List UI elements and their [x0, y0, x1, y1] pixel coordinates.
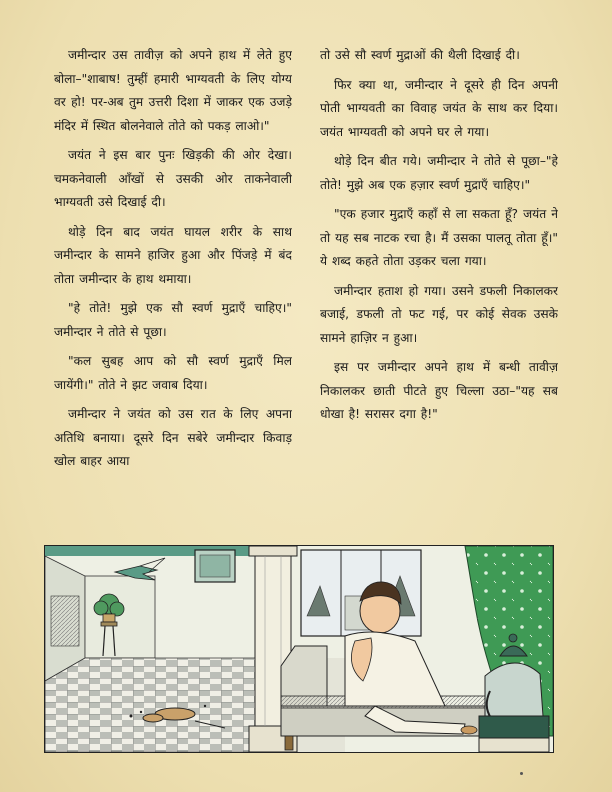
paragraph: जमीन्दार उस तावीज़ को अपने हाथ में लेते हुए बोला–"शाबाष! तुम्हीं हमारी भाग्यवती के लिए योग्य वर हो! पर-अब तुम उत्तरी दिशा में जाकर एक उजड़े मंदिर में स्थित बोलनेवाले तोते को पकड़ लाओ।" [54, 48, 292, 133]
left-column [54, 44, 292, 530]
story-illustration [44, 545, 554, 753]
paragraph: "कल सुबह आप को सौ स्वर्ण मुद्राएँ मिल जायेंगी।" तोते ने झट जवाब दिया। [54, 354, 292, 392]
paragraph: थोड़े दिन बाद जयंत घायल शरीर के साथ जमीन्दार के सामने हाजिर हुआ और पिंजड़े में बंद तोता जमीन्दार के हाथ थमाया। [54, 224, 292, 286]
paragraph: "एक हजार मुद्राएँ कहाँ से ला सकता हूँ? जयंत ने तो यह सब नाटक रचा है। मैं उसका पालतू तोता हूँ।" ये शब्द कहते तोता उड़कर चला गया। [320, 207, 558, 268]
paragraph: इस पर जमीन्दार अपने हाथ में बन्धी तावीज़ निकालकर छाती पीटते हुए चिल्ला उठा–"यह सब धोखा है! सरासर दगा है!" [320, 360, 558, 421]
paragraph: जमीन्दार हताश हो गया। उसने डफली निकालकर बजाई, डफली तो फट गई, पर कोई सेवक उसके सामने हाज़िर न हुआ। [320, 283, 558, 345]
paragraph: जयंत ने इस बार पुनः खिड़की की ओर देखा। चमकनेवाली आँखों से उसकी ओर ताकनेवाली भाग्यवती उसे दिखाई दी। [54, 148, 292, 209]
paragraph: फिर क्या था, जमीन्दार ने दूसरे ही दिन अपनी पोती भाग्यवती का विवाह जयंत के साथ कर दिया। जयंत भाग्यवती को अपने घर ले गया। [320, 77, 558, 139]
illustration-scene [45, 546, 553, 752]
right-column [320, 44, 558, 530]
text-columns [54, 44, 558, 530]
paragraph: थोड़े दिन बीत गये। जमीन्दार ने तोते से पूछा–"हे तोते! मुझे अब एक हज़ार स्वर्ण मुद्राएँ चाहिए।" [320, 154, 558, 192]
page-mark [520, 772, 523, 775]
paragraph: जमीन्दार ने जयंत को उस रात के लिए अपना अतिथि बनाया। दूसरे दिन सबेरे जमीन्दार किवाड़ खोल बाहर आया [54, 407, 292, 468]
paragraph: "हे तोते! मुझे एक सौ स्वर्ण मुद्राएँ चाहिए।" जमीन्दार ने तोते से पूछा। [54, 301, 292, 339]
paragraph: तो उसे सौ स्वर्ण मुद्राओं की थैली दिखाई दी। [320, 48, 520, 62]
